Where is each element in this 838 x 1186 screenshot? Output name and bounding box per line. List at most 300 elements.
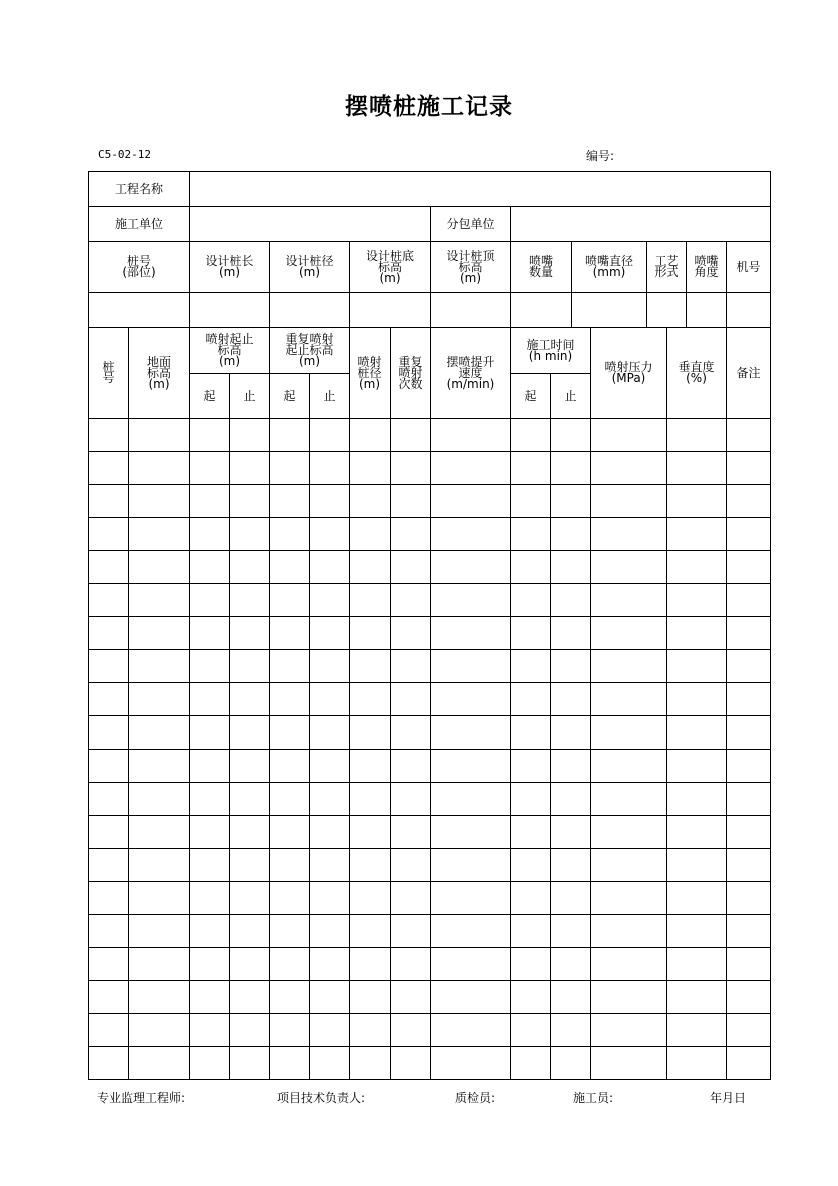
table-cell[interactable] — [190, 750, 229, 782]
table-cell[interactable] — [310, 1047, 349, 1079]
table-cell[interactable] — [89, 584, 128, 616]
table-cell[interactable] — [230, 816, 269, 848]
table-cell[interactable] — [129, 485, 189, 517]
table-cell[interactable] — [391, 452, 430, 484]
table-cell[interactable] — [89, 816, 128, 848]
table-cell[interactable] — [591, 981, 666, 1013]
table-cell[interactable] — [431, 485, 510, 517]
table-cell[interactable] — [667, 551, 726, 583]
table-cell[interactable] — [270, 750, 309, 782]
table-cell[interactable] — [310, 783, 349, 815]
table-cell[interactable] — [727, 1047, 770, 1079]
table-cell[interactable] — [391, 783, 430, 815]
col-verticality: 垂直度 (%) — [678, 360, 715, 385]
table-cell[interactable] — [511, 551, 550, 583]
table-cell[interactable] — [391, 750, 430, 782]
table-cell[interactable] — [551, 617, 590, 649]
table-cell[interactable] — [551, 1047, 590, 1079]
table-cell[interactable] — [511, 650, 550, 682]
table-cell[interactable] — [667, 915, 726, 947]
table-cell[interactable] — [310, 485, 349, 517]
table-cell[interactable] — [727, 948, 770, 980]
table-cell[interactable] — [310, 617, 349, 649]
table-cell[interactable] — [727, 683, 770, 715]
table-cell[interactable] — [667, 882, 726, 914]
table-cell[interactable] — [727, 1014, 770, 1046]
table-cell[interactable] — [129, 716, 189, 749]
table-cell[interactable] — [727, 750, 770, 782]
table-cell[interactable] — [431, 849, 510, 881]
table-cell[interactable] — [129, 849, 189, 881]
design-value-cell[interactable] — [270, 293, 349, 327]
table-cell[interactable] — [391, 419, 430, 451]
table-cell[interactable] — [89, 518, 128, 550]
table-cell[interactable] — [129, 683, 189, 715]
form-code: C5-02-12 — [98, 148, 151, 161]
table-cell[interactable] — [310, 816, 349, 848]
table-cell[interactable] — [270, 650, 309, 682]
table-cell[interactable] — [391, 485, 430, 517]
table-cell[interactable] — [350, 849, 390, 881]
table-cell[interactable] — [129, 882, 189, 914]
table-cell[interactable] — [230, 750, 269, 782]
table-cell[interactable] — [511, 683, 550, 715]
table-cell[interactable] — [190, 485, 229, 517]
table-cell[interactable] — [89, 419, 128, 451]
table-cell[interactable] — [270, 915, 309, 947]
table-cell[interactable] — [310, 419, 349, 451]
table-cell[interactable] — [270, 783, 309, 815]
table-cell[interactable] — [431, 716, 510, 749]
table-cell[interactable] — [230, 518, 269, 550]
design-value-cell[interactable] — [647, 293, 686, 327]
table-cell[interactable] — [727, 419, 770, 451]
table-cell[interactable] — [89, 716, 128, 749]
table-cell[interactable] — [350, 783, 390, 815]
table-cell[interactable] — [591, 783, 666, 815]
table-cell[interactable] — [89, 948, 128, 980]
table-cell[interactable] — [431, 1047, 510, 1079]
design-value-cell[interactable] — [572, 293, 646, 327]
table-cell[interactable] — [190, 1047, 229, 1079]
table-cell[interactable] — [727, 617, 770, 649]
table-cell[interactable] — [431, 981, 510, 1013]
table-cell[interactable] — [230, 584, 269, 616]
table-cell[interactable] — [190, 816, 229, 848]
table-cell[interactable] — [727, 849, 770, 881]
table-cell[interactable] — [89, 1014, 128, 1046]
table-cell[interactable] — [667, 1047, 726, 1079]
table-cell[interactable] — [310, 551, 349, 583]
table-cell[interactable] — [431, 750, 510, 782]
design-value-cell[interactable] — [350, 293, 430, 327]
table-cell[interactable] — [667, 650, 726, 682]
table-cell[interactable] — [511, 1047, 550, 1079]
table-cell[interactable] — [310, 650, 349, 682]
table-cell[interactable] — [511, 783, 550, 815]
table-cell[interactable] — [667, 452, 726, 484]
table-cell[interactable] — [230, 452, 269, 484]
table-cell[interactable] — [591, 617, 666, 649]
table-cell[interactable] — [89, 981, 128, 1013]
table-cell[interactable] — [551, 485, 590, 517]
table-cell[interactable] — [591, 518, 666, 550]
table-cell[interactable] — [667, 419, 726, 451]
table-cell[interactable] — [129, 584, 189, 616]
table-cell[interactable] — [431, 683, 510, 715]
table-cell[interactable] — [270, 981, 309, 1013]
table-cell[interactable] — [391, 1047, 430, 1079]
table-cell[interactable] — [350, 452, 390, 484]
table-cell[interactable] — [591, 1047, 666, 1079]
table-cell[interactable] — [310, 981, 349, 1013]
table-cell[interactable] — [190, 452, 229, 484]
table-cell[interactable] — [511, 485, 550, 517]
col-lift-speed: 摆喷提升 速度 (m/min) — [446, 354, 495, 391]
table-cell[interactable] — [551, 1014, 590, 1046]
table-cell[interactable] — [551, 584, 590, 616]
project-name-field[interactable] — [190, 172, 770, 206]
table-cell[interactable] — [591, 882, 666, 914]
table-cell[interactable] — [591, 816, 666, 848]
table-cell[interactable] — [89, 882, 128, 914]
table-cell[interactable] — [310, 849, 349, 881]
table-cell[interactable] — [727, 816, 770, 848]
table-cell[interactable] — [591, 915, 666, 947]
table-cell[interactable] — [727, 485, 770, 517]
table-cell[interactable] — [350, 518, 390, 550]
table-cell[interactable] — [391, 981, 430, 1013]
table-cell[interactable] — [129, 551, 189, 583]
table-cell[interactable] — [667, 816, 726, 848]
table-cell[interactable] — [727, 915, 770, 947]
table-cell[interactable] — [591, 750, 666, 782]
table-cell[interactable] — [511, 750, 550, 782]
table-cell[interactable] — [591, 716, 666, 749]
table-cell[interactable] — [270, 849, 309, 881]
table-cell[interactable] — [350, 1047, 390, 1079]
table-cell[interactable] — [667, 584, 726, 616]
table-cell[interactable] — [129, 1014, 189, 1046]
design-value-cell[interactable] — [511, 293, 571, 327]
table-cell[interactable] — [129, 948, 189, 980]
design-value-cell[interactable] — [190, 293, 269, 327]
table-cell[interactable] — [391, 518, 430, 550]
table-cell[interactable] — [230, 716, 269, 749]
table-cell[interactable] — [89, 617, 128, 649]
table-cell[interactable] — [391, 948, 430, 980]
table-cell[interactable] — [551, 981, 590, 1013]
table-cell[interactable] — [667, 948, 726, 980]
design-value-cell[interactable] — [431, 293, 510, 327]
table-cell[interactable] — [591, 948, 666, 980]
table-cell[interactable] — [551, 750, 590, 782]
table-cell[interactable] — [270, 683, 309, 715]
table-cell[interactable] — [727, 551, 770, 583]
table-cell[interactable] — [270, 452, 309, 484]
table-cell[interactable] — [89, 650, 128, 682]
table-cell[interactable] — [310, 882, 349, 914]
table-cell[interactable] — [511, 981, 550, 1013]
table-cell[interactable] — [270, 584, 309, 616]
table-cell[interactable] — [667, 849, 726, 881]
table-cell[interactable] — [727, 452, 770, 484]
table-cell[interactable] — [230, 915, 269, 947]
table-cell[interactable] — [667, 485, 726, 517]
col-pressure: 喷射压力 (MPa) — [604, 360, 653, 385]
table-cell[interactable] — [350, 683, 390, 715]
table-cell[interactable] — [129, 419, 189, 451]
table-cell[interactable] — [190, 551, 229, 583]
table-cell[interactable] — [89, 683, 128, 715]
table-cell[interactable] — [431, 816, 510, 848]
table-cell[interactable] — [511, 882, 550, 914]
table-cell[interactable] — [667, 518, 726, 550]
design-value-cell[interactable] — [687, 293, 726, 327]
table-cell[interactable] — [310, 518, 349, 550]
table-cell[interactable] — [511, 584, 550, 616]
table-cell[interactable] — [391, 816, 430, 848]
table-cell[interactable] — [230, 419, 269, 451]
table-cell[interactable] — [511, 915, 550, 947]
table-cell[interactable] — [391, 617, 430, 649]
table-cell[interactable] — [727, 650, 770, 682]
table-cell[interactable] — [511, 1014, 550, 1046]
table-cell[interactable] — [431, 650, 510, 682]
subcontract-unit-field[interactable] — [511, 207, 770, 241]
table-cell[interactable] — [511, 816, 550, 848]
table-cell[interactable] — [511, 948, 550, 980]
table-cell[interactable] — [391, 716, 430, 749]
table-cell[interactable] — [270, 551, 309, 583]
table-cell[interactable] — [190, 584, 229, 616]
table-cell[interactable] — [667, 783, 726, 815]
table-cell[interactable] — [511, 518, 550, 550]
table-cell[interactable] — [551, 915, 590, 947]
table-cell[interactable] — [551, 452, 590, 484]
table-cell[interactable] — [190, 683, 229, 715]
table-cell[interactable] — [350, 485, 390, 517]
table-cell[interactable] — [230, 783, 269, 815]
table-cell[interactable] — [270, 617, 309, 649]
table-cell[interactable] — [190, 948, 229, 980]
table-cell[interactable] — [270, 1014, 309, 1046]
table-cell[interactable] — [591, 584, 666, 616]
table-cell[interactable] — [391, 915, 430, 947]
table-cell[interactable] — [667, 750, 726, 782]
table-cell[interactable] — [89, 915, 128, 947]
table-cell[interactable] — [350, 750, 390, 782]
table-cell[interactable] — [350, 948, 390, 980]
table-cell[interactable] — [391, 584, 430, 616]
table-cell[interactable] — [230, 551, 269, 583]
table-cell[interactable] — [667, 981, 726, 1013]
table-cell[interactable] — [310, 1014, 349, 1046]
table-cell[interactable] — [89, 750, 128, 782]
table-cell[interactable] — [190, 716, 229, 749]
table-cell[interactable] — [350, 617, 390, 649]
table-cell[interactable] — [591, 419, 666, 451]
table-cell[interactable] — [551, 419, 590, 451]
construction-unit-field[interactable] — [190, 207, 430, 241]
table-cell[interactable] — [129, 915, 189, 947]
table-cell[interactable] — [270, 419, 309, 451]
table-cell[interactable] — [431, 419, 510, 451]
table-cell[interactable] — [431, 948, 510, 980]
table-cell[interactable] — [270, 1047, 309, 1079]
table-cell[interactable] — [551, 948, 590, 980]
table-cell[interactable] — [350, 981, 390, 1013]
table-cell[interactable] — [129, 783, 189, 815]
table-cell[interactable] — [551, 849, 590, 881]
table-cell[interactable] — [551, 882, 590, 914]
col-time-end: 止 — [564, 388, 577, 403]
table-cell[interactable] — [667, 716, 726, 749]
table-cell[interactable] — [270, 816, 309, 848]
table-cell[interactable] — [310, 948, 349, 980]
table-cell[interactable] — [591, 452, 666, 484]
design-value-cell[interactable] — [727, 293, 770, 327]
table-cell[interactable] — [391, 849, 430, 881]
table-cell[interactable] — [310, 750, 349, 782]
table-cell[interactable] — [431, 915, 510, 947]
table-cell[interactable] — [350, 650, 390, 682]
table-cell[interactable] — [391, 882, 430, 914]
table-cell[interactable] — [350, 915, 390, 947]
table-cell[interactable] — [310, 452, 349, 484]
table-cell[interactable] — [190, 617, 229, 649]
table-cell[interactable] — [350, 882, 390, 914]
table-cell[interactable] — [230, 1047, 269, 1079]
col-remark: 备注 — [736, 365, 761, 380]
table-cell[interactable] — [591, 650, 666, 682]
table-cell[interactable] — [129, 981, 189, 1013]
table-cell[interactable] — [431, 783, 510, 815]
table-cell[interactable] — [551, 683, 590, 715]
table-cell[interactable] — [350, 816, 390, 848]
table-cell[interactable] — [310, 683, 349, 715]
table-cell[interactable] — [270, 716, 309, 749]
table-cell[interactable] — [190, 849, 229, 881]
table-cell[interactable] — [89, 1047, 128, 1079]
table-cell[interactable] — [190, 419, 229, 451]
table-cell[interactable] — [230, 683, 269, 715]
table-cell[interactable] — [190, 1014, 229, 1046]
table-cell[interactable] — [431, 551, 510, 583]
table-cell[interactable] — [129, 452, 189, 484]
table-cell[interactable] — [391, 683, 430, 715]
table-cell[interactable] — [727, 518, 770, 550]
table-cell[interactable] — [431, 882, 510, 914]
table-cell[interactable] — [190, 783, 229, 815]
table-cell[interactable] — [591, 551, 666, 583]
table-cell[interactable] — [511, 419, 550, 451]
table-cell[interactable] — [270, 882, 309, 914]
table-cell[interactable] — [431, 1014, 510, 1046]
table-cell[interactable] — [310, 716, 349, 749]
table-cell[interactable] — [89, 452, 128, 484]
table-cell[interactable] — [391, 551, 430, 583]
table-cell[interactable] — [431, 584, 510, 616]
table-cell[interactable] — [129, 518, 189, 550]
table-cell[interactable] — [667, 1014, 726, 1046]
table-cell[interactable] — [551, 518, 590, 550]
table-cell[interactable] — [350, 419, 390, 451]
table-cell[interactable] — [310, 584, 349, 616]
table-cell[interactable] — [591, 1014, 666, 1046]
design-value-cell[interactable] — [89, 293, 189, 327]
table-cell[interactable] — [270, 518, 309, 550]
table-cell[interactable] — [391, 1014, 430, 1046]
table-cell[interactable] — [230, 485, 269, 517]
table-cell[interactable] — [511, 617, 550, 649]
table-cell[interactable] — [511, 452, 550, 484]
table-cell[interactable] — [727, 981, 770, 1013]
table-cell[interactable] — [551, 551, 590, 583]
table-cell[interactable] — [230, 948, 269, 980]
table-cell[interactable] — [391, 650, 430, 682]
table-cell[interactable] — [89, 783, 128, 815]
table-cell[interactable] — [591, 849, 666, 881]
col-pile-no: 桩 号 — [102, 360, 115, 385]
table-cell[interactable] — [431, 518, 510, 550]
table-cell[interactable] — [350, 716, 390, 749]
table-cell[interactable] — [190, 518, 229, 550]
table-cell[interactable] — [727, 783, 770, 815]
table-cell[interactable] — [270, 948, 309, 980]
table-cell[interactable] — [129, 1047, 189, 1079]
table-cell[interactable] — [667, 683, 726, 715]
table-cell[interactable] — [350, 1014, 390, 1046]
table-cell[interactable] — [190, 915, 229, 947]
table-cell[interactable] — [511, 716, 550, 749]
table-cell[interactable] — [230, 981, 269, 1013]
table-cell[interactable] — [350, 584, 390, 616]
table-cell[interactable] — [129, 816, 189, 848]
table-cell[interactable] — [551, 716, 590, 749]
table-cell[interactable] — [230, 882, 269, 914]
table-cell[interactable] — [270, 485, 309, 517]
table-cell[interactable] — [591, 683, 666, 715]
table-cell[interactable] — [129, 617, 189, 649]
table-cell[interactable] — [89, 551, 128, 583]
table-cell[interactable] — [727, 716, 770, 749]
table-cell[interactable] — [190, 882, 229, 914]
table-cell[interactable] — [129, 750, 189, 782]
table-cell[interactable] — [551, 783, 590, 815]
table-cell[interactable] — [727, 584, 770, 616]
table-cell[interactable] — [350, 551, 390, 583]
table-cell[interactable] — [129, 650, 189, 682]
table-cell[interactable] — [89, 485, 128, 517]
table-cell[interactable] — [551, 650, 590, 682]
table-cell[interactable] — [727, 882, 770, 914]
table-cell[interactable] — [551, 816, 590, 848]
table-cell[interactable] — [667, 617, 726, 649]
table-cell[interactable] — [431, 617, 510, 649]
table-cell[interactable] — [190, 981, 229, 1013]
table-cell[interactable] — [511, 849, 550, 881]
table-cell[interactable] — [230, 849, 269, 881]
table-cell[interactable] — [591, 485, 666, 517]
table-cell[interactable] — [190, 650, 229, 682]
table-cell[interactable] — [230, 617, 269, 649]
table-cell[interactable] — [431, 452, 510, 484]
table-cell[interactable] — [89, 849, 128, 881]
table-cell[interactable] — [310, 915, 349, 947]
table-cell[interactable] — [230, 1014, 269, 1046]
table-cell[interactable] — [230, 650, 269, 682]
